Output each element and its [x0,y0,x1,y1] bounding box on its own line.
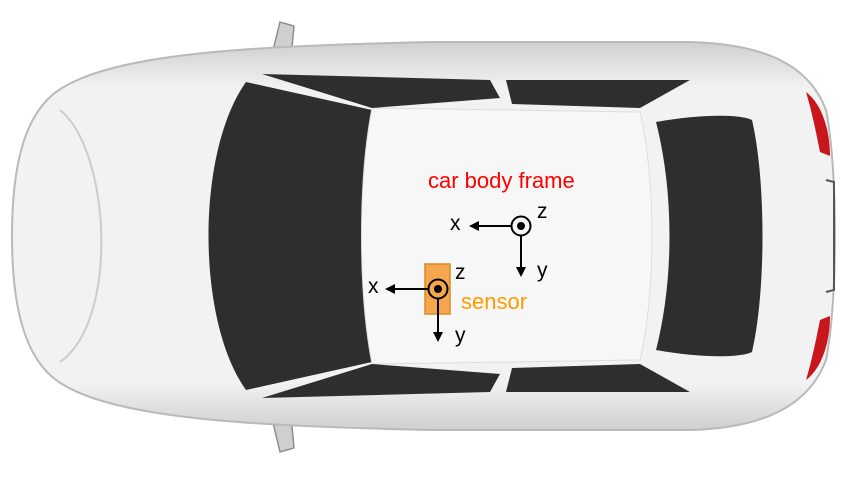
body-frame-y-label: y [537,259,548,282]
car-body-frame-title: car body frame [428,168,575,193]
sensor-frame-y-label: y [455,324,466,347]
body-frame-x-label: x [450,212,461,235]
sensor-frame-x-label: x [368,275,379,298]
roof [362,108,653,364]
rear-window [656,116,763,357]
body-frame-z-label: z [537,200,548,223]
sensor-label: sensor [461,289,528,314]
front-windshield [209,82,373,390]
sensor-frame-z-label: z [455,261,466,284]
